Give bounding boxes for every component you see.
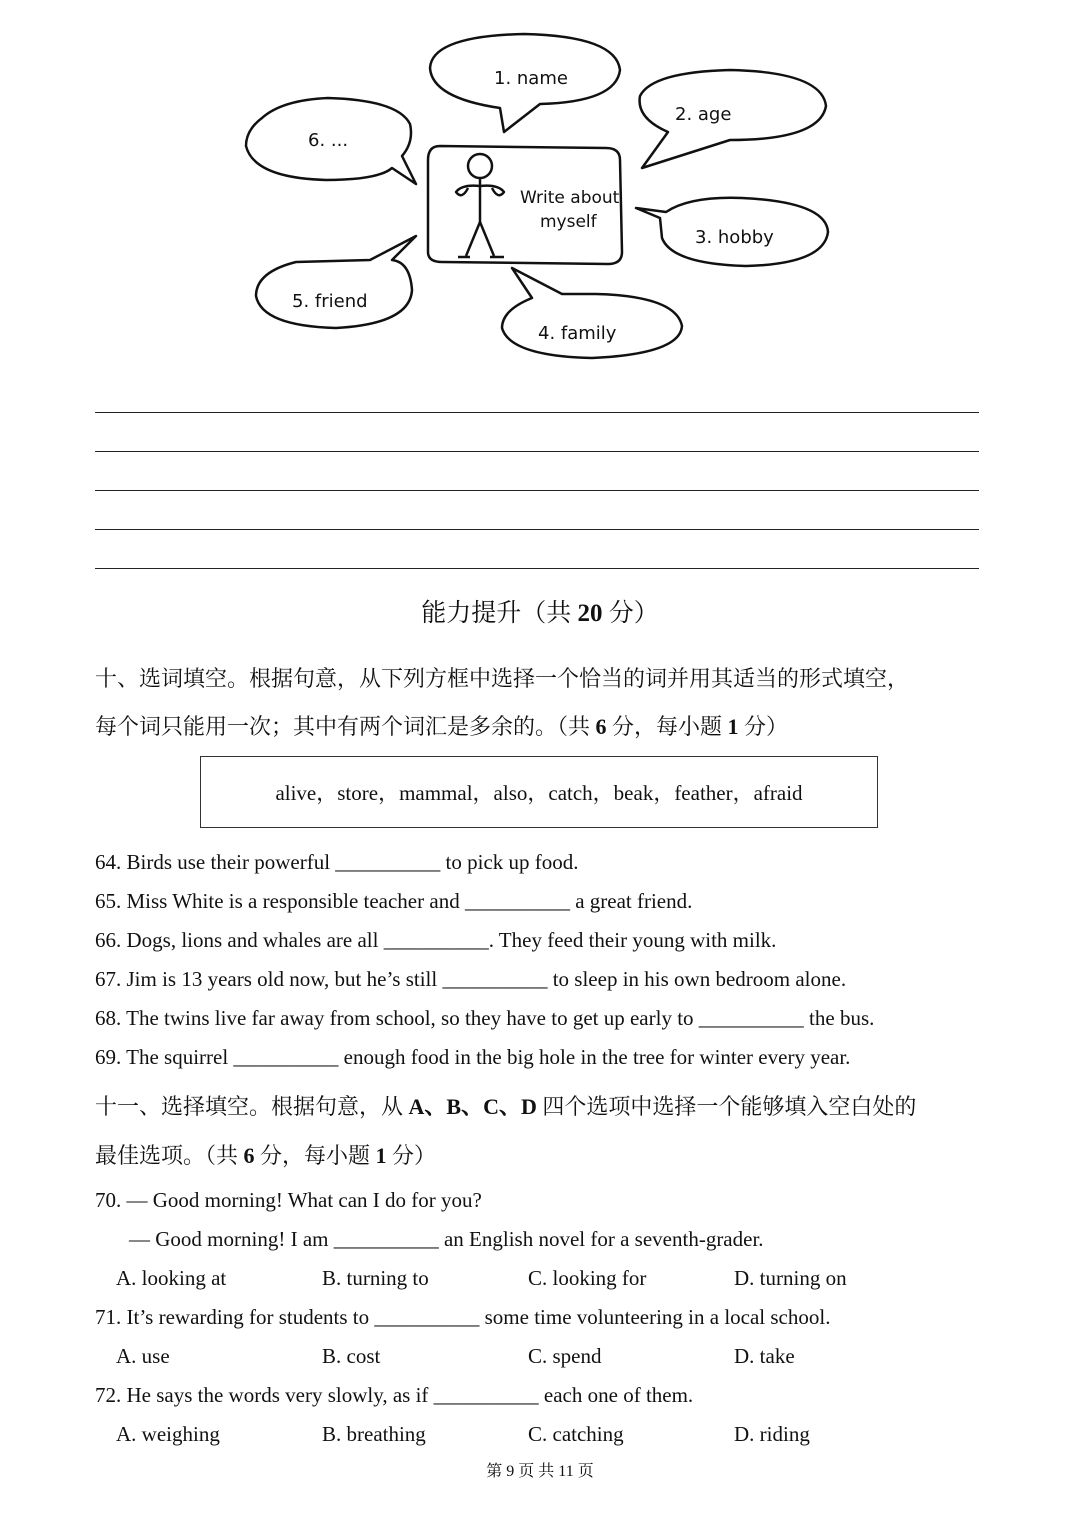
- writing-line[interactable]: [95, 412, 979, 413]
- q72-option-a[interactable]: A. weighing: [116, 1422, 220, 1446]
- part11-line1-pre: 十一、选择填空。根据句意，从: [95, 1094, 409, 1119]
- section-title-points: 20: [577, 600, 603, 627]
- center-text-line2: myself: [540, 212, 597, 232]
- bubble-family: [502, 268, 682, 358]
- part11-total-points: 6: [243, 1143, 255, 1168]
- question-70: 70. — Good morning! What can I do for you?: [95, 1188, 482, 1212]
- mind-map-illustration: [0, 0, 1080, 380]
- bubble-label-hobby: 3. hobby: [695, 227, 774, 248]
- part11-line2-mid: 分，每小题: [254, 1143, 376, 1168]
- bubble-label-more: 6. ...: [308, 130, 349, 151]
- part11-line2-post: 分）: [386, 1143, 437, 1168]
- q71-option-c[interactable]: C. spend: [528, 1344, 602, 1368]
- writing-line[interactable]: [95, 451, 979, 452]
- q70-option-c[interactable]: C. looking for: [528, 1266, 647, 1290]
- bubble-label-name: 1. name: [494, 68, 568, 89]
- bubble-age: [640, 70, 826, 168]
- part10-line2-post: 分）: [738, 714, 789, 739]
- section-title: [0, 593, 1080, 629]
- question-71: 71. It’s rewarding for students to __________ some time volunteering in a local school.: [95, 1305, 831, 1329]
- stick-figure-icon: [456, 154, 504, 257]
- part11-each-points: 1: [375, 1143, 387, 1168]
- section-title-pre: 能力提升（共: [421, 600, 578, 627]
- bubble-friend: [256, 236, 416, 328]
- writing-line[interactable]: [95, 568, 979, 569]
- writing-line[interactable]: [95, 529, 979, 530]
- q70-option-a[interactable]: A. looking at: [116, 1266, 227, 1290]
- page-number-footer: 第 9 页 共 11 页: [486, 1463, 594, 1480]
- section-title-post: 分）: [602, 600, 659, 627]
- part10-line2-mid: 分，每小题: [606, 714, 728, 739]
- q71-option-b[interactable]: B. cost: [322, 1344, 381, 1368]
- bubble-label-friend: 5. friend: [292, 291, 368, 312]
- part11-instruction-line1: [95, 1090, 916, 1121]
- question-72: 72. He says the words very slowly, as if __________ each one of them.: [95, 1383, 694, 1407]
- part11-line1-post: 四个选项中选择一个能够填入空白处的: [536, 1094, 917, 1119]
- q70-option-b[interactable]: B. turning to: [322, 1266, 429, 1290]
- part10-instruction-line2: [95, 710, 788, 741]
- word-box: [200, 756, 878, 828]
- bubble-label-family: 4. family: [538, 323, 617, 344]
- part11-instruction-line2: [95, 1139, 436, 1170]
- center-text-line1: Write about: [520, 188, 620, 208]
- question-67: 67. Jim is 13 years old now, but he’s still __________ to sleep in his own bedroom alone.: [95, 967, 847, 991]
- part11-line2-pre: 最佳选项。（共: [95, 1143, 244, 1168]
- question-69: 69. The squirrel __________ enough food in the big hole in the tree for winter every year.: [95, 1045, 851, 1069]
- question-68: 68. The twins live far away from school, so they have to get up early to __________ the bus.: [95, 1006, 875, 1030]
- q72-option-d[interactable]: D. riding: [734, 1422, 810, 1446]
- part10-instruction-line1: 十、选词填空。根据句意，从下列方框中选择一个恰当的词并用其适当的形式填空，: [95, 666, 910, 691]
- question-65: 65. Miss White is a responsible teacher and __________ a great friend.: [95, 889, 693, 913]
- question-66: 66. Dogs, lions and whales are all __________. They feed their young with milk.: [95, 928, 777, 952]
- writing-line[interactable]: [95, 490, 979, 491]
- question-64: 64. Birds use their powerful __________ to pick up food.: [95, 850, 579, 874]
- bubble-label-age: 2. age: [675, 104, 732, 125]
- question-70-reply: — Good morning! I am __________ an English novel for a seventh-grader.: [129, 1227, 764, 1251]
- part11-abcd: A、B、C、D: [408, 1094, 537, 1119]
- word-box-words: alive，store，mammal，also，catch，beak，feather，afraid: [275, 781, 803, 805]
- part10-line2-pre: 每个词只能用一次；其中有两个词汇是多余的。（共: [95, 714, 596, 739]
- q71-option-d[interactable]: D. take: [734, 1344, 795, 1368]
- q71-option-a[interactable]: A. use: [116, 1344, 170, 1368]
- q70-option-d[interactable]: D. turning on: [734, 1266, 847, 1290]
- part10-each-points: 1: [727, 714, 739, 739]
- q72-option-c[interactable]: C. catching: [528, 1422, 624, 1446]
- part10-total-points: 6: [595, 714, 607, 739]
- q72-option-b[interactable]: B. breathing: [322, 1422, 426, 1446]
